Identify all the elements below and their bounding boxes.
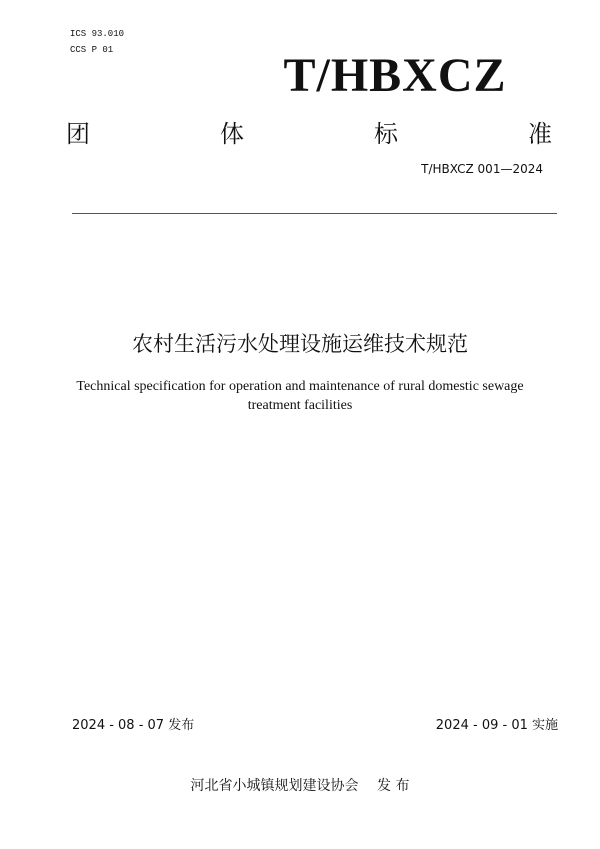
title-en-line1: Technical specification for operation and maintenance of rural domestic sewage [76, 379, 524, 394]
title-cn: 农村生活污水处理设施运维技术规范 [132, 332, 468, 356]
ccs-code: CCS P 01 [70, 45, 114, 55]
divider [72, 213, 557, 214]
publisher: 河北省小城镇规划建设协会 发 布 [190, 778, 410, 794]
standard-type-char: 体 [220, 120, 244, 148]
standard-type-char: 标 [374, 120, 398, 148]
issue-date: 2024 - 08 - 07 发布 [72, 718, 195, 733]
ics-code: ICS 93.010 [70, 29, 125, 39]
standard-type-char: 团 [66, 120, 90, 148]
title-en-line2: treatment facilities [247, 398, 353, 413]
standard-type-char: 准 [528, 120, 552, 148]
standard-code: T/HBXCZ 001—2024 [421, 162, 543, 176]
standard-type [66, 114, 552, 149]
standard-logo: T/HBXCZ [283, 49, 507, 102]
effective-date: 2024 - 09 - 01 实施 [435, 718, 558, 733]
